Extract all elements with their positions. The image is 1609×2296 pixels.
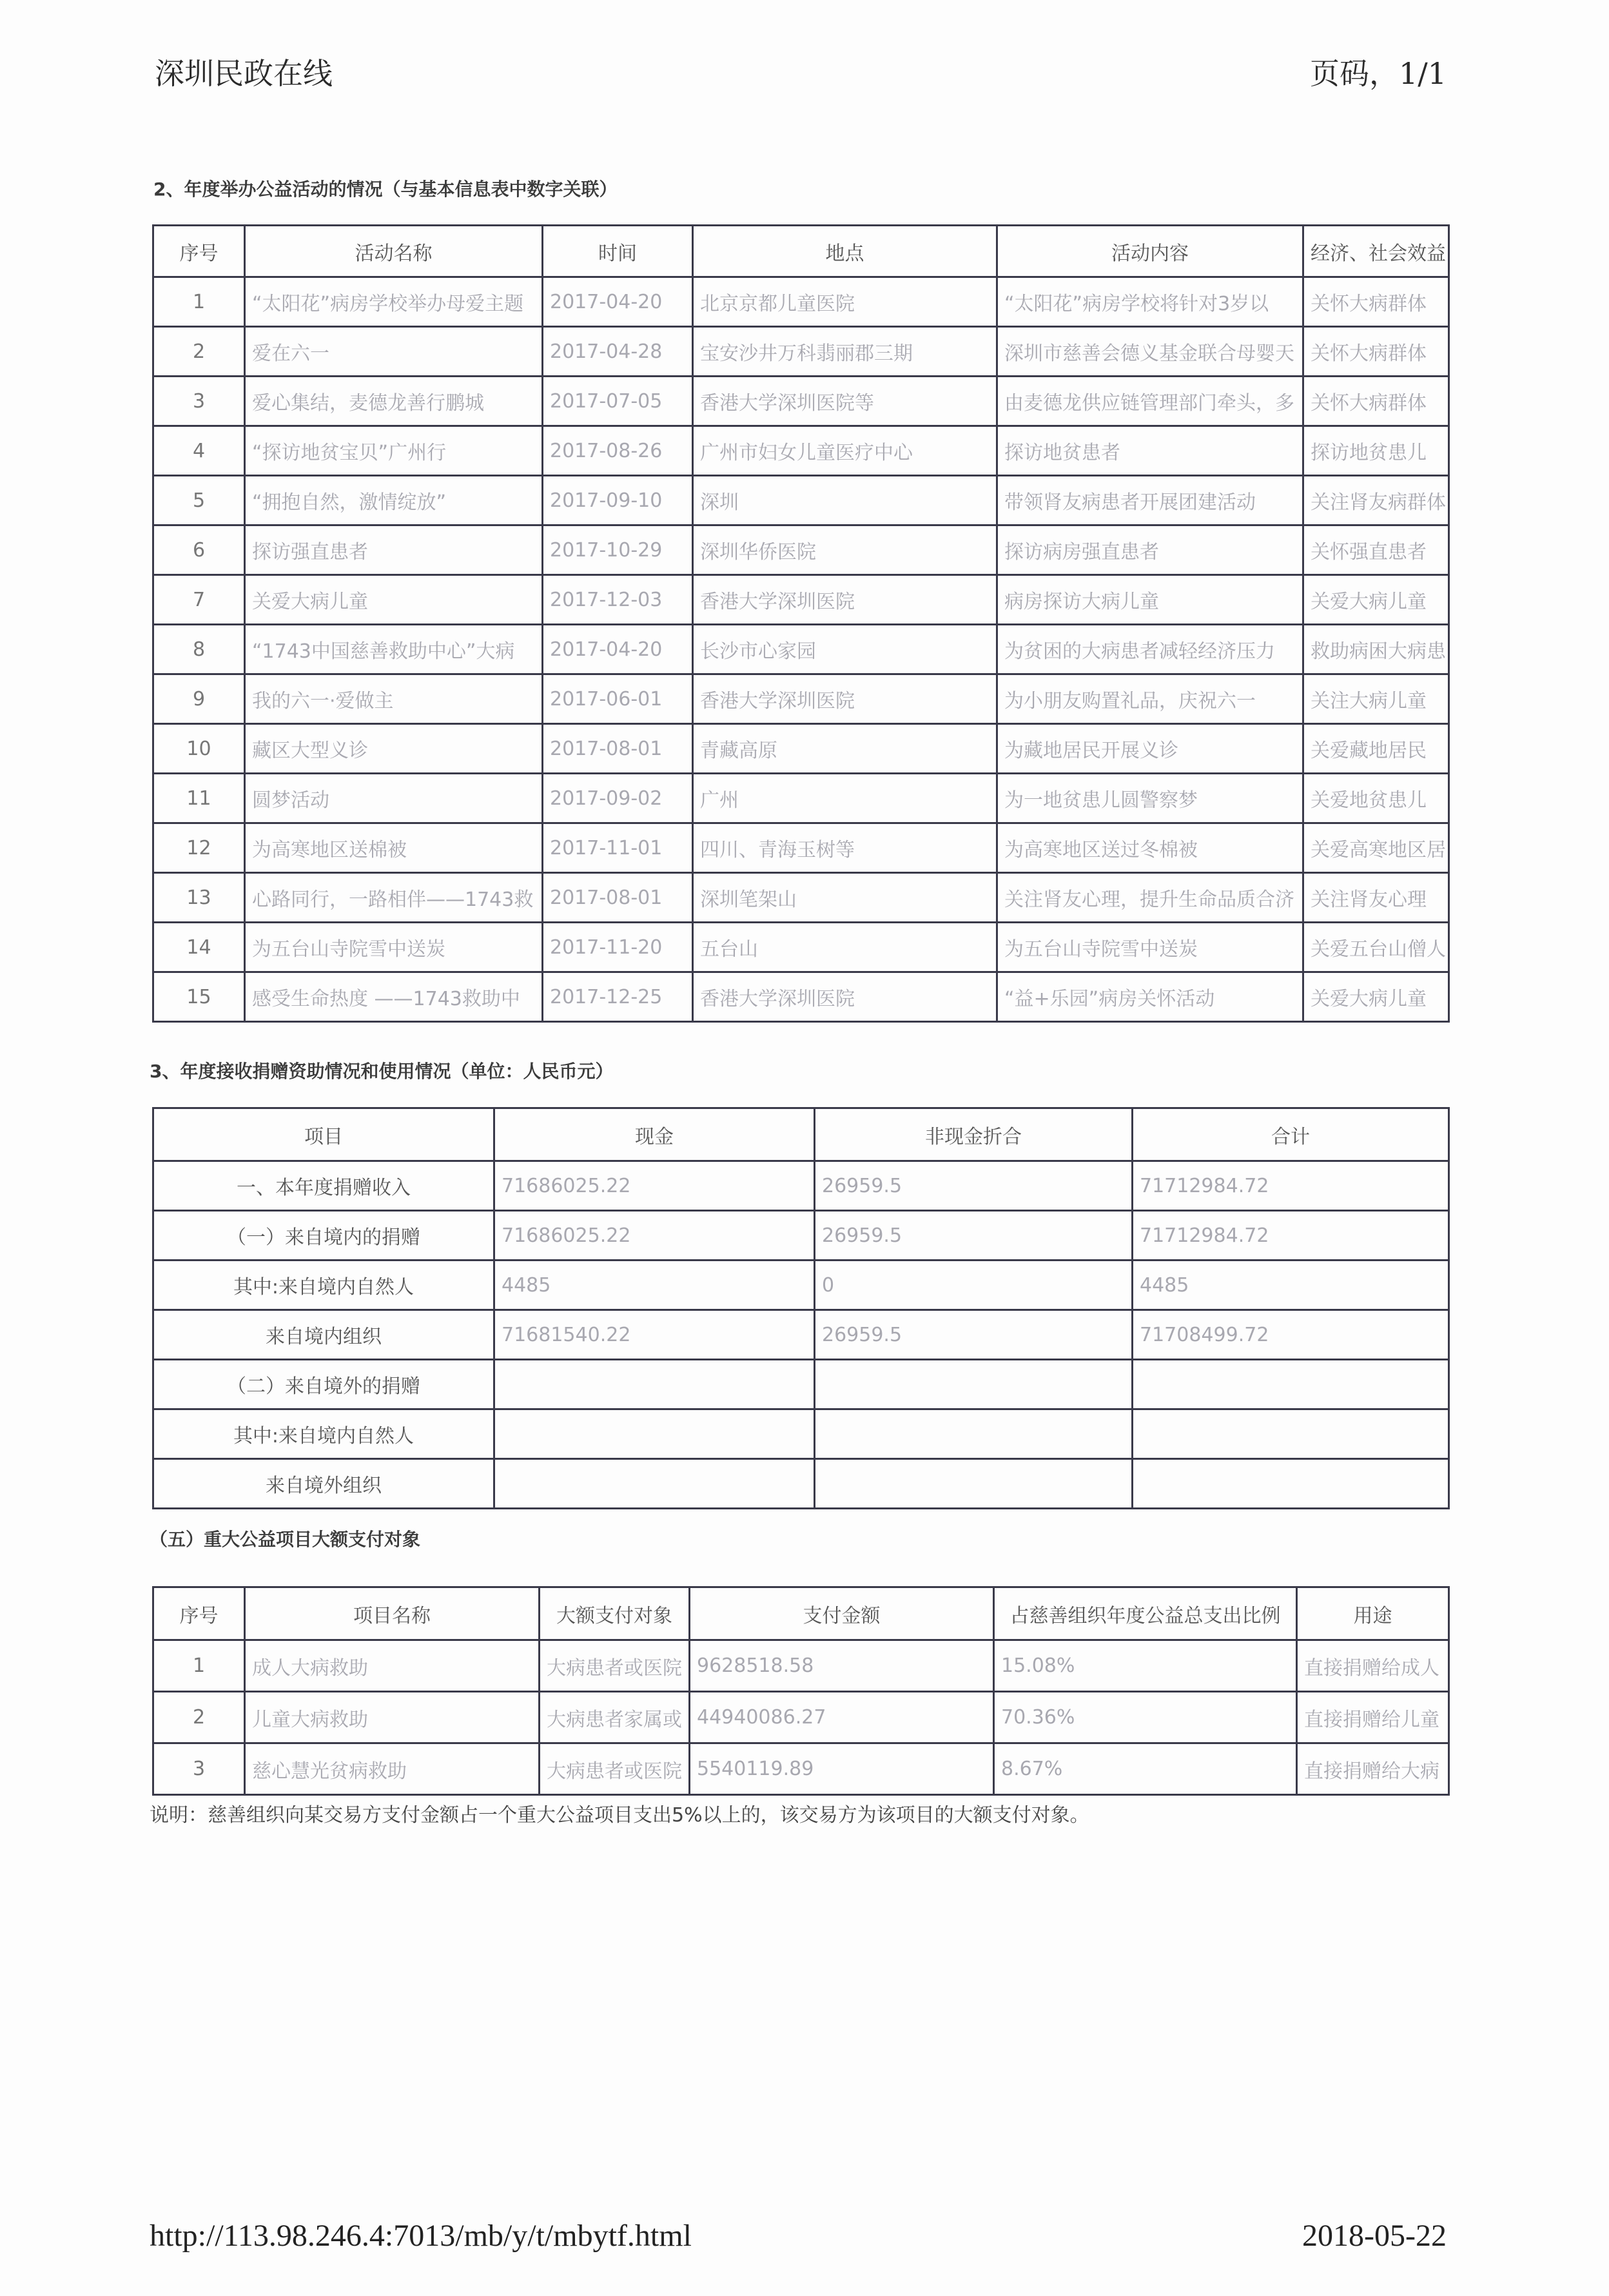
activity-cell: 青藏高原 [693,724,997,774]
donation-cell [1133,1360,1449,1409]
activity-cell: “拥抱自然，激情绽放” [245,476,543,525]
payment-column-header: 支付金额 [690,1587,994,1640]
activity-cell: 香港大学深圳医院等 [693,377,997,426]
activity-cell: 13 [153,873,245,923]
donation-cell: （二）来自境外的捐赠 [153,1360,494,1409]
activity-cell: 探访地贫患儿 [1303,426,1449,476]
activity-cell: 1 [153,277,245,327]
activity-cell: 关爱高寒地区居 [1303,823,1449,873]
footer-date: 2018-05-22 [1302,2219,1447,2253]
activity-cell: 12 [153,823,245,873]
activity-cell: 为一地贫患儿圆警察梦 [997,774,1303,823]
donation-column-header: 项目 [153,1108,494,1161]
activity-cell: 感受生命热度 ——1743救助中 [245,972,543,1022]
activity-cell: 四川、青海玉树等 [693,823,997,873]
activity-row [153,774,1449,823]
activity-row [153,923,1449,972]
activity-row [153,327,1449,377]
donation-row [153,1459,1449,1509]
donation-row [153,1211,1449,1261]
payment-cell: 成人大病救助 [245,1640,540,1692]
payment-row [153,1640,1449,1692]
activity-cell: 爱心集结，麦德龙善行鹏城 [245,377,543,426]
activity-cell: 探访病房强直患者 [997,525,1303,575]
activity-row [153,277,1449,327]
activity-cell: 10 [153,724,245,774]
activity-cell: 关爱大病儿童 [245,575,543,625]
activity-cell: 2017-08-01 [543,873,693,923]
activity-cell: 为高寒地区送过冬棉被 [997,823,1303,873]
activity-row [153,823,1449,873]
donation-cell [494,1459,815,1509]
activity-cell: 关怀大病群体 [1303,377,1449,426]
activity-cell: 3 [153,377,245,426]
activity-cell: 广州市妇女儿童医疗中心 [693,426,997,476]
donation-cell [494,1409,815,1459]
activities-header-row [153,226,1449,277]
payment-column-header: 项目名称 [245,1587,540,1640]
payment-cell: 2 [153,1692,245,1743]
activity-cell: 五台山 [693,923,997,972]
donation-cell: 71712984.72 [1133,1161,1449,1211]
activity-row [153,575,1449,625]
activity-row [153,476,1449,525]
major-payments-header-row [153,1587,1449,1640]
activity-cell: 心路同行，一路相伴——1743救 [245,873,543,923]
activity-column-header: 经济、社会效益 [1303,226,1449,277]
activity-cell: 广州 [693,774,997,823]
footer-url: http://113.98.246.4:7013/mb/y/t/mbytf.html [150,2219,692,2253]
activity-cell: 宝安沙井万科翡丽郡三期 [693,327,997,377]
donation-cell [1133,1459,1449,1509]
activity-row [153,377,1449,426]
activity-cell: 探访地贫患者 [997,426,1303,476]
activities-section-title: 2、年度举办公益活动的情况（与基本信息表中数字关联） [153,179,618,200]
activity-cell: 藏区大型义诊 [245,724,543,774]
donation-cell: 4485 [494,1261,815,1310]
activity-cell: 为五台山寺院雪中送炭 [997,923,1303,972]
donation-cell: 71712984.72 [1133,1211,1449,1261]
activity-cell: 深圳笔架山 [693,873,997,923]
activity-cell: 长沙市心家园 [693,625,997,674]
donation-cell: 其中:来自境内自然人 [153,1409,494,1459]
activity-cell: 关爱大病儿童 [1303,972,1449,1022]
payment-cell: 直接捐赠给儿童 [1297,1692,1449,1743]
activity-cell: 9 [153,674,245,724]
activity-cell: “1743中国慈善救助中心”大病 [245,625,543,674]
donations-header-row [153,1108,1449,1161]
payment-row [153,1692,1449,1743]
activity-cell: 带领肾友病患者开展团建活动 [997,476,1303,525]
activity-cell: 为藏地居民开展义诊 [997,724,1303,774]
activity-cell: “益+乐园”病房关怀活动 [997,972,1303,1022]
activity-cell: 2017-04-20 [543,625,693,674]
activity-cell: 为贫困的大病患者减轻经济压力 [997,625,1303,674]
activity-cell: 爱在六一 [245,327,543,377]
donation-row [153,1360,1449,1409]
donation-cell: 26959.5 [815,1211,1133,1261]
activity-column-header: 序号 [153,226,245,277]
donation-cell [815,1409,1133,1459]
donation-row [153,1310,1449,1360]
activity-column-header: 地点 [693,226,997,277]
donation-column-header: 非现金折合 [815,1108,1133,1161]
activity-cell: 北京京都儿童医院 [693,277,997,327]
payment-column-header: 大额支付对象 [540,1587,690,1640]
donation-cell: 一、本年度捐赠收入 [153,1161,494,1211]
donation-cell: 来自境内组织 [153,1310,494,1360]
donation-row [153,1409,1449,1459]
activity-cell: 香港大学深圳医院 [693,674,997,724]
activity-row [153,972,1449,1022]
payment-cell: 直接捐赠给成人 [1297,1640,1449,1692]
activity-cell: “太阳花”病房学校将针对3岁以 [997,277,1303,327]
donation-cell [494,1360,815,1409]
payment-column-header: 占慈善组织年度公益总支出比例 [994,1587,1297,1640]
activity-row [153,724,1449,774]
activity-cell: 由麦德龙供应链管理部门牵头，多 [997,377,1303,426]
activity-cell: 深圳 [693,476,997,525]
activity-cell: 2017-06-01 [543,674,693,724]
activity-cell: 我的六一·爱做主 [245,674,543,724]
donation-column-header: 现金 [494,1108,815,1161]
activity-cell: 2017-04-20 [543,277,693,327]
donations-table [152,1107,1450,1509]
payment-cell: 70.36% [994,1692,1297,1743]
payment-row [153,1743,1449,1795]
page-indicator: 页码，1/1 [1309,56,1447,91]
activities-table [152,224,1450,1023]
activity-cell: 为高寒地区送棉被 [245,823,543,873]
activity-cell: 深圳华侨医院 [693,525,997,575]
payment-cell: 44940086.27 [690,1692,994,1743]
major-payments-section-title: （五）重大公益项目大额支付对象 [150,1529,421,1550]
activity-cell: 救助病困大病患 [1303,625,1449,674]
donation-cell: 71686025.22 [494,1211,815,1261]
activity-cell: 2017-12-03 [543,575,693,625]
major-payments-table [152,1586,1450,1796]
activity-cell: 关爱大病儿童 [1303,575,1449,625]
activity-cell: 关注肾友心理 [1303,873,1449,923]
payment-cell: 大病患者或医院 [540,1640,690,1692]
payment-cell: 大病患者或医院 [540,1743,690,1795]
payment-cell: 1 [153,1640,245,1692]
payment-cell: 儿童大病救助 [245,1692,540,1743]
activity-column-header: 活动内容 [997,226,1303,277]
activity-row [153,674,1449,724]
activity-cell: 8 [153,625,245,674]
activity-cell: 2017-11-01 [543,823,693,873]
payment-cell: 直接捐赠给大病 [1297,1743,1449,1795]
donation-cell: 71708499.72 [1133,1310,1449,1360]
activity-column-header: 时间 [543,226,693,277]
donation-cell: 26959.5 [815,1161,1133,1211]
donation-cell: 其中:来自境内自然人 [153,1261,494,1310]
activity-cell: 关爱地贫患儿 [1303,774,1449,823]
donation-cell [1133,1409,1449,1459]
activity-cell: 2017-09-02 [543,774,693,823]
activity-cell: 病房探访大病儿童 [997,575,1303,625]
activity-cell: 关注大病儿童 [1303,674,1449,724]
payment-column-header: 序号 [153,1587,245,1640]
activity-cell: 2017-04-28 [543,327,693,377]
payment-cell: 15.08% [994,1640,1297,1692]
activity-cell: 关怀强直患者 [1303,525,1449,575]
donation-row [153,1161,1449,1211]
activity-cell: 2017-10-29 [543,525,693,575]
activity-cell: 香港大学深圳医院 [693,575,997,625]
payment-cell: 3 [153,1743,245,1795]
activity-cell: 关注肾友心理，提升生命品质合济 [997,873,1303,923]
donation-cell: （一）来自境内的捐赠 [153,1211,494,1261]
activity-cell: 关爱五台山僧人 [1303,923,1449,972]
activity-cell: 15 [153,972,245,1022]
activity-cell: 2017-07-05 [543,377,693,426]
activity-cell: 为五台山寺院雪中送炭 [245,923,543,972]
major-payments-note: 说明：慈善组织向某交易方支付金额占一个重大公益项目支出5%以上的，该交易方为该项目的大额支付对象。 [150,1804,1089,1827]
donation-cell: 71686025.22 [494,1161,815,1211]
activity-cell: 14 [153,923,245,972]
donations-section-title: 3、年度接收捐赠资助情况和使用情况（单位：人民币元） [150,1061,614,1082]
activity-cell: 2017-09-10 [543,476,693,525]
activity-row [153,625,1449,674]
payment-cell: 9628518.58 [690,1640,994,1692]
payment-cell: 大病患者家属或 [540,1692,690,1743]
activity-row [153,525,1449,575]
activity-column-header: 活动名称 [245,226,543,277]
donation-cell: 26959.5 [815,1310,1133,1360]
donation-column-header: 合计 [1133,1108,1449,1161]
payment-cell: 8.67% [994,1743,1297,1795]
donation-cell: 4485 [1133,1261,1449,1310]
payment-cell: 5540119.89 [690,1743,994,1795]
activity-cell: 关注肾友病群体 [1303,476,1449,525]
activity-cell: “探访地贫宝贝”广州行 [245,426,543,476]
donation-cell [815,1360,1133,1409]
activity-row [153,426,1449,476]
activity-cell: 2017-08-01 [543,724,693,774]
donation-cell [815,1459,1133,1509]
payment-column-header: 用途 [1297,1587,1449,1640]
donation-cell: 71681540.22 [494,1310,815,1360]
activity-row [153,873,1449,923]
donation-cell: 0 [815,1261,1133,1310]
activity-cell: 2017-12-25 [543,972,693,1022]
activity-cell: 关爱藏地居民 [1303,724,1449,774]
activity-cell: 2017-08-26 [543,426,693,476]
donation-row [153,1261,1449,1310]
activity-cell: 关怀大病群体 [1303,327,1449,377]
activity-cell: 2 [153,327,245,377]
activity-cell: 关怀大病群体 [1303,277,1449,327]
payment-cell: 慈心慧光贫病救助 [245,1743,540,1795]
activity-cell: 2017-11-20 [543,923,693,972]
activity-cell: 5 [153,476,245,525]
activity-cell: 11 [153,774,245,823]
activity-cell: 深圳市慈善会德义基金联合母婴天 [997,327,1303,377]
activity-cell: “太阳花”病房学校举办母爱主题 [245,277,543,327]
activity-cell: 7 [153,575,245,625]
activity-cell: 香港大学深圳医院 [693,972,997,1022]
site-title: 深圳民政在线 [155,56,333,91]
activity-cell: 圆梦活动 [245,774,543,823]
activity-cell: 6 [153,525,245,575]
activity-cell: 探访强直患者 [245,525,543,575]
donation-cell: 来自境外组织 [153,1459,494,1509]
activity-cell: 为小朋友购置礼品，庆祝六一 [997,674,1303,724]
activity-cell: 4 [153,426,245,476]
